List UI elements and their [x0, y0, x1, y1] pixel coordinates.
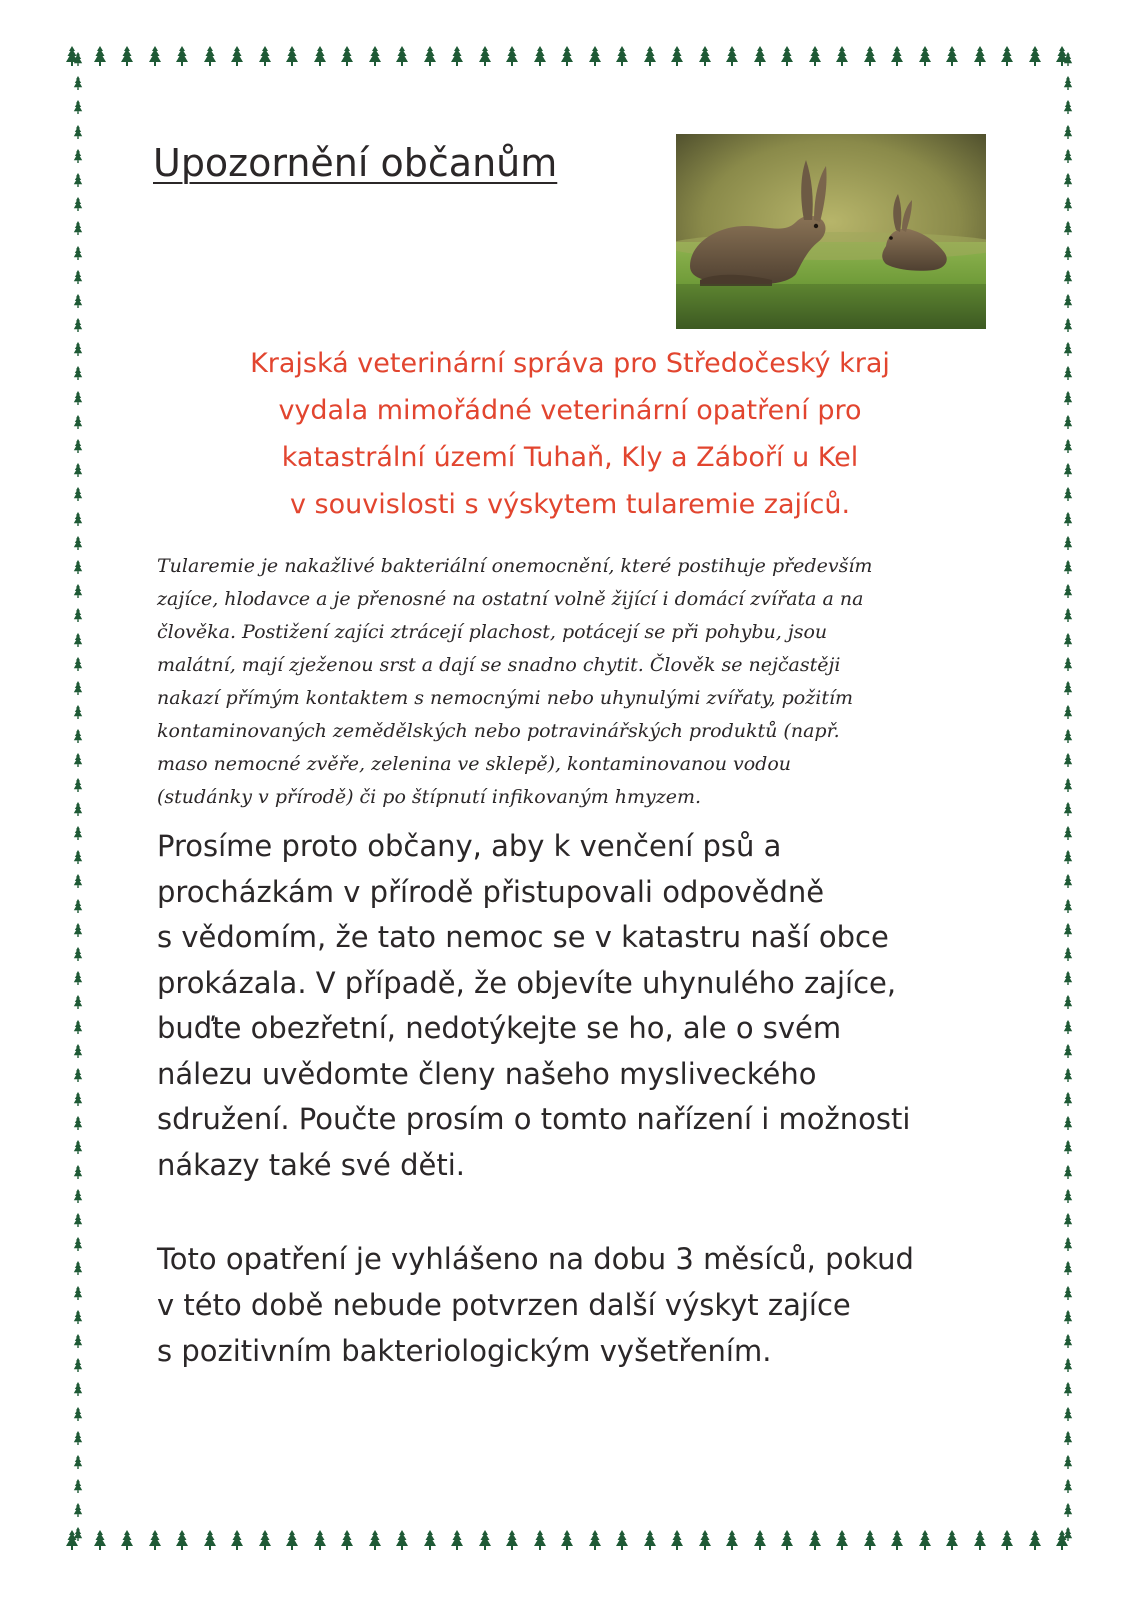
tree-border-top [66, 44, 1068, 68]
pine-tree-icon [341, 46, 353, 66]
pine-tree-icon [1063, 995, 1073, 1009]
pine-tree-icon [809, 46, 821, 66]
pine-tree-icon [781, 1530, 793, 1550]
tree-border-bottom [66, 1528, 1068, 1552]
pine-tree-icon [1063, 826, 1073, 840]
duration-line: Toto opatření je vyhlášeno na dobu 3 měsíců, pokud [157, 1242, 914, 1276]
pine-tree-icon [1063, 608, 1073, 622]
pine-tree-icon [1063, 487, 1073, 501]
pine-tree-icon [73, 221, 83, 235]
pine-tree-icon [73, 100, 83, 114]
pine-tree-icon [974, 1530, 986, 1550]
pine-tree-icon [73, 560, 83, 574]
pine-tree-icon [1063, 923, 1073, 937]
pine-tree-icon [946, 1530, 958, 1550]
pine-tree-icon [1063, 1116, 1073, 1130]
pine-tree-icon [1063, 512, 1073, 526]
pine-tree-icon [1063, 1286, 1073, 1300]
pine-tree-icon [1063, 1068, 1073, 1082]
pine-tree-icon [1063, 246, 1073, 260]
pine-tree-icon [1063, 1358, 1073, 1372]
pine-tree-icon [73, 1116, 83, 1130]
pine-tree-icon [1001, 1530, 1013, 1550]
pine-tree-icon [946, 46, 958, 66]
pine-tree-icon [1063, 342, 1073, 356]
pine-tree-icon [1063, 1431, 1073, 1445]
pine-tree-icon [1063, 125, 1073, 139]
pine-tree-icon [73, 1165, 83, 1179]
pine-tree-icon [1063, 536, 1073, 550]
duration-line: s pozitivním bakteriologickým vyšetřením. [157, 1334, 772, 1368]
appeal-line: sdružení. Poučte prosím o tomto nařízení i možnosti [157, 1102, 911, 1136]
pine-tree-icon [836, 46, 848, 66]
pine-tree-icon [1063, 415, 1073, 429]
pine-tree-icon [73, 826, 83, 840]
pine-tree-icon [891, 46, 903, 66]
pine-tree-icon [891, 1530, 903, 1550]
pine-tree-icon [1063, 1310, 1073, 1324]
pine-tree-icon [259, 1530, 271, 1550]
intro-line: Tularemie je nakažlivé bakteriální onemocnění, které postihuje především [157, 555, 873, 577]
pine-tree-icon [94, 1530, 106, 1550]
pine-tree-icon [699, 46, 711, 66]
pine-tree-icon [864, 1530, 876, 1550]
pine-tree-icon [73, 1261, 83, 1275]
pine-tree-icon [1063, 778, 1073, 792]
pine-tree-icon [1063, 1020, 1073, 1034]
pine-tree-icon [73, 995, 83, 1009]
pine-tree-icon [73, 1455, 83, 1469]
pine-tree-icon [73, 391, 83, 405]
pine-tree-icon [1063, 899, 1073, 913]
pine-tree-icon [644, 46, 656, 66]
headline [110, 340, 1030, 528]
pine-tree-icon [149, 46, 161, 66]
pine-tree-icon [73, 1237, 83, 1251]
pine-tree-icon [73, 705, 83, 719]
pine-tree-icon [286, 1530, 298, 1550]
pine-tree-icon [73, 608, 83, 622]
pine-tree-icon [1063, 1455, 1073, 1469]
pine-tree-icon [1063, 173, 1073, 187]
pine-tree-icon [1063, 1382, 1073, 1396]
pine-tree-icon [671, 1530, 683, 1550]
pine-tree-icon [259, 46, 271, 66]
pine-tree-icon [1063, 560, 1073, 574]
pine-tree-icon [73, 1140, 83, 1154]
pine-tree-icon [121, 1530, 133, 1550]
pine-tree-icon [506, 46, 518, 66]
pine-tree-icon [73, 342, 83, 356]
pine-tree-icon [1063, 753, 1073, 767]
pine-tree-icon [809, 1530, 821, 1550]
pine-tree-icon [1063, 1213, 1073, 1227]
pine-tree-icon [73, 439, 83, 453]
pine-tree-icon [73, 971, 83, 985]
pine-tree-icon [534, 1530, 546, 1550]
pine-tree-icon [73, 802, 83, 816]
intro-line: nakazí přímým kontaktem s nemocnými nebo uhynulými zvířaty, požitím [157, 687, 854, 709]
pine-tree-icon [73, 1044, 83, 1058]
duration-line: v této době nebude potvrzen další výskyt zajíce [157, 1288, 851, 1322]
pine-tree-icon [1063, 294, 1073, 308]
pine-tree-icon [726, 1530, 738, 1550]
pine-tree-icon [451, 46, 463, 66]
pine-tree-icon [73, 633, 83, 647]
headline-line: Krajská veterinární správa pro Středočeský kraj [250, 348, 890, 379]
pine-tree-icon [699, 1530, 711, 1550]
pine-tree-icon [1063, 221, 1073, 235]
pine-tree-icon [73, 463, 83, 477]
pine-tree-icon [73, 850, 83, 864]
pine-tree-icon [561, 46, 573, 66]
pine-tree-icon [1063, 366, 1073, 380]
pine-tree-icon [73, 778, 83, 792]
pine-tree-icon [73, 1407, 83, 1421]
pine-tree-icon [149, 1530, 161, 1550]
pine-tree-icon [1063, 76, 1073, 90]
pine-tree-icon [1063, 633, 1073, 647]
pine-tree-icon [73, 1286, 83, 1300]
intro-line: (studánky v přírodě) či po štípnutí infikovaným hmyzem. [157, 786, 702, 808]
pine-tree-icon [1063, 681, 1073, 695]
pine-tree-icon [754, 46, 766, 66]
pine-tree-icon [1063, 1044, 1073, 1058]
intro-line: malátní, mají zježenou srst a dají se snadno chytit. Člověk se nejčastěji [157, 654, 841, 676]
pine-tree-icon [479, 1530, 491, 1550]
appeal-paragraph [157, 824, 1017, 1188]
pine-tree-icon [836, 1530, 848, 1550]
pine-tree-icon [73, 1068, 83, 1082]
pine-tree-icon [73, 149, 83, 163]
pine-tree-icon [73, 1213, 83, 1227]
pine-tree-icon [1063, 729, 1073, 743]
pine-tree-icon [73, 197, 83, 211]
pine-tree-icon [121, 46, 133, 66]
pine-tree-icon [369, 46, 381, 66]
pine-tree-icon [1029, 46, 1041, 66]
pine-tree-icon [754, 1530, 766, 1550]
pine-tree-icon [73, 657, 83, 671]
pine-tree-icon [1063, 1407, 1073, 1421]
pine-tree-icon [1063, 657, 1073, 671]
pine-tree-icon [73, 899, 83, 913]
pine-tree-icon [1063, 391, 1073, 405]
pine-tree-icon [73, 729, 83, 743]
pine-tree-icon [73, 1527, 83, 1541]
intro-line: maso nemocné zvěře, zelenina ve sklepě), kontaminovanou vodou [157, 753, 792, 775]
headline-line: vydala mimořádné veterinární opatření pro [278, 395, 862, 426]
intro-line: člověka. Postižení zajíci ztrácejí plachost, potácejí se při pohybu, jsou [157, 621, 828, 643]
pine-tree-icon [974, 46, 986, 66]
pine-tree-icon [73, 487, 83, 501]
pine-tree-icon [231, 1530, 243, 1550]
intro-line: kontaminovaných zemědělských nebo potravinářských produktů (např. [157, 720, 840, 742]
pine-tree-icon [204, 1530, 216, 1550]
pine-tree-icon [314, 1530, 326, 1550]
pine-tree-icon [1063, 439, 1073, 453]
appeal-line: buďte obezřetní, nedotýkejte se ho, ale o svém [157, 1011, 842, 1045]
intro-line: zajíce, hlodavce a je přenosné na ostatní volně žijící i domácí zvířata a na [157, 588, 864, 610]
pine-tree-icon [94, 46, 106, 66]
pine-tree-icon [73, 173, 83, 187]
pine-tree-icon [479, 46, 491, 66]
pine-tree-icon [561, 1530, 573, 1550]
page-title: Upozornění občanům [153, 141, 558, 185]
pine-tree-icon [73, 512, 83, 526]
pine-tree-icon [314, 46, 326, 66]
pine-tree-icon [1063, 1140, 1073, 1154]
pine-tree-icon [1063, 318, 1073, 332]
pine-tree-icon [671, 46, 683, 66]
pine-tree-icon [73, 270, 83, 284]
pine-tree-icon [451, 1530, 463, 1550]
pine-tree-icon [231, 46, 243, 66]
pine-tree-icon [1063, 1503, 1073, 1517]
appeal-line: Prosíme proto občany, aby k venčení psů a [157, 829, 782, 863]
pine-tree-icon [396, 1530, 408, 1550]
pine-tree-icon [73, 318, 83, 332]
pine-tree-icon [1063, 874, 1073, 888]
pine-tree-icon [1063, 1092, 1073, 1106]
pine-tree-icon [1063, 850, 1073, 864]
pine-tree-icon [1063, 149, 1073, 163]
pine-tree-icon [1063, 705, 1073, 719]
pine-tree-icon [424, 46, 436, 66]
pine-tree-icon [1063, 463, 1073, 477]
pine-tree-icon [176, 46, 188, 66]
pine-tree-icon [1063, 802, 1073, 816]
appeal-line: s vědomím, že tato nemoc se v katastru naší obce [157, 920, 889, 954]
pine-tree-icon [781, 46, 793, 66]
pine-tree-icon [1001, 46, 1013, 66]
pine-tree-icon [1063, 1334, 1073, 1348]
pine-tree-icon [73, 294, 83, 308]
pine-tree-icon [1063, 52, 1073, 66]
pine-tree-icon [73, 366, 83, 380]
pine-tree-icon [726, 46, 738, 66]
pine-tree-icon [1063, 971, 1073, 985]
pine-tree-icon [1063, 584, 1073, 598]
pine-tree-icon [73, 681, 83, 695]
pine-tree-icon [73, 1092, 83, 1106]
pine-tree-icon [73, 1382, 83, 1396]
pine-tree-icon [73, 584, 83, 598]
pine-tree-icon [73, 1020, 83, 1034]
pine-tree-icon [73, 415, 83, 429]
duration-paragraph [157, 1236, 1017, 1374]
pine-tree-icon [176, 1530, 188, 1550]
pine-tree-icon [73, 1479, 83, 1493]
pine-tree-icon [589, 46, 601, 66]
pine-tree-icon [73, 1189, 83, 1203]
tree-border-left [71, 52, 85, 1542]
pine-tree-icon [73, 246, 83, 260]
headline-line: v souvislosti s výskytem tularemie zajíců. [289, 489, 851, 520]
pine-tree-icon [616, 46, 628, 66]
pine-tree-icon [1063, 100, 1073, 114]
pine-tree-icon [73, 536, 83, 550]
pine-tree-icon [1063, 1479, 1073, 1493]
pine-tree-icon [1063, 270, 1073, 284]
pine-tree-icon [73, 874, 83, 888]
tree-border-right [1061, 52, 1075, 1542]
appeal-line: procházkám v přírodě přistupovali odpovědně [157, 874, 825, 909]
pine-tree-icon [73, 1334, 83, 1348]
pine-tree-icon [73, 1503, 83, 1517]
pine-tree-icon [204, 46, 216, 66]
pine-tree-icon [73, 76, 83, 90]
pine-tree-icon [341, 1530, 353, 1550]
appeal-line: nákazy také své děti. [157, 1147, 465, 1182]
pine-tree-icon [396, 46, 408, 66]
pine-tree-icon [424, 1530, 436, 1550]
pine-tree-icon [1063, 1189, 1073, 1203]
intro-paragraph [157, 550, 1017, 814]
pine-tree-icon [73, 125, 83, 139]
pine-tree-icon [616, 1530, 628, 1550]
pine-tree-icon [73, 52, 83, 66]
pine-tree-icon [73, 947, 83, 961]
appeal-line: prokázala. V případě, že objevíte uhynulého zajíce, [157, 965, 897, 1000]
pine-tree-icon [919, 46, 931, 66]
pine-tree-icon [1029, 1530, 1041, 1550]
pine-tree-icon [1063, 947, 1073, 961]
pine-tree-icon [506, 1530, 518, 1550]
pine-tree-icon [73, 753, 83, 767]
pine-tree-icon [589, 1530, 601, 1550]
pine-tree-icon [73, 1431, 83, 1445]
pine-tree-icon [1063, 197, 1073, 211]
pine-tree-icon [73, 1310, 83, 1324]
pine-tree-icon [919, 1530, 931, 1550]
pine-tree-icon [369, 1530, 381, 1550]
pine-tree-icon [1063, 1527, 1073, 1541]
hares-photo [676, 134, 986, 329]
appeal-line: nálezu uvědomte členy našeho mysliveckého [157, 1056, 817, 1091]
pine-tree-icon [1063, 1165, 1073, 1179]
pine-tree-icon [73, 923, 83, 937]
pine-tree-icon [644, 1530, 656, 1550]
pine-tree-icon [1063, 1237, 1073, 1251]
headline-line: katastrální území Tuhaň, Kly a Záboří u Kel [281, 442, 859, 473]
pine-tree-icon [286, 46, 298, 66]
pine-tree-icon [534, 46, 546, 66]
pine-tree-icon [864, 46, 876, 66]
pine-tree-icon [1063, 1261, 1073, 1275]
pine-tree-icon [73, 1358, 83, 1372]
